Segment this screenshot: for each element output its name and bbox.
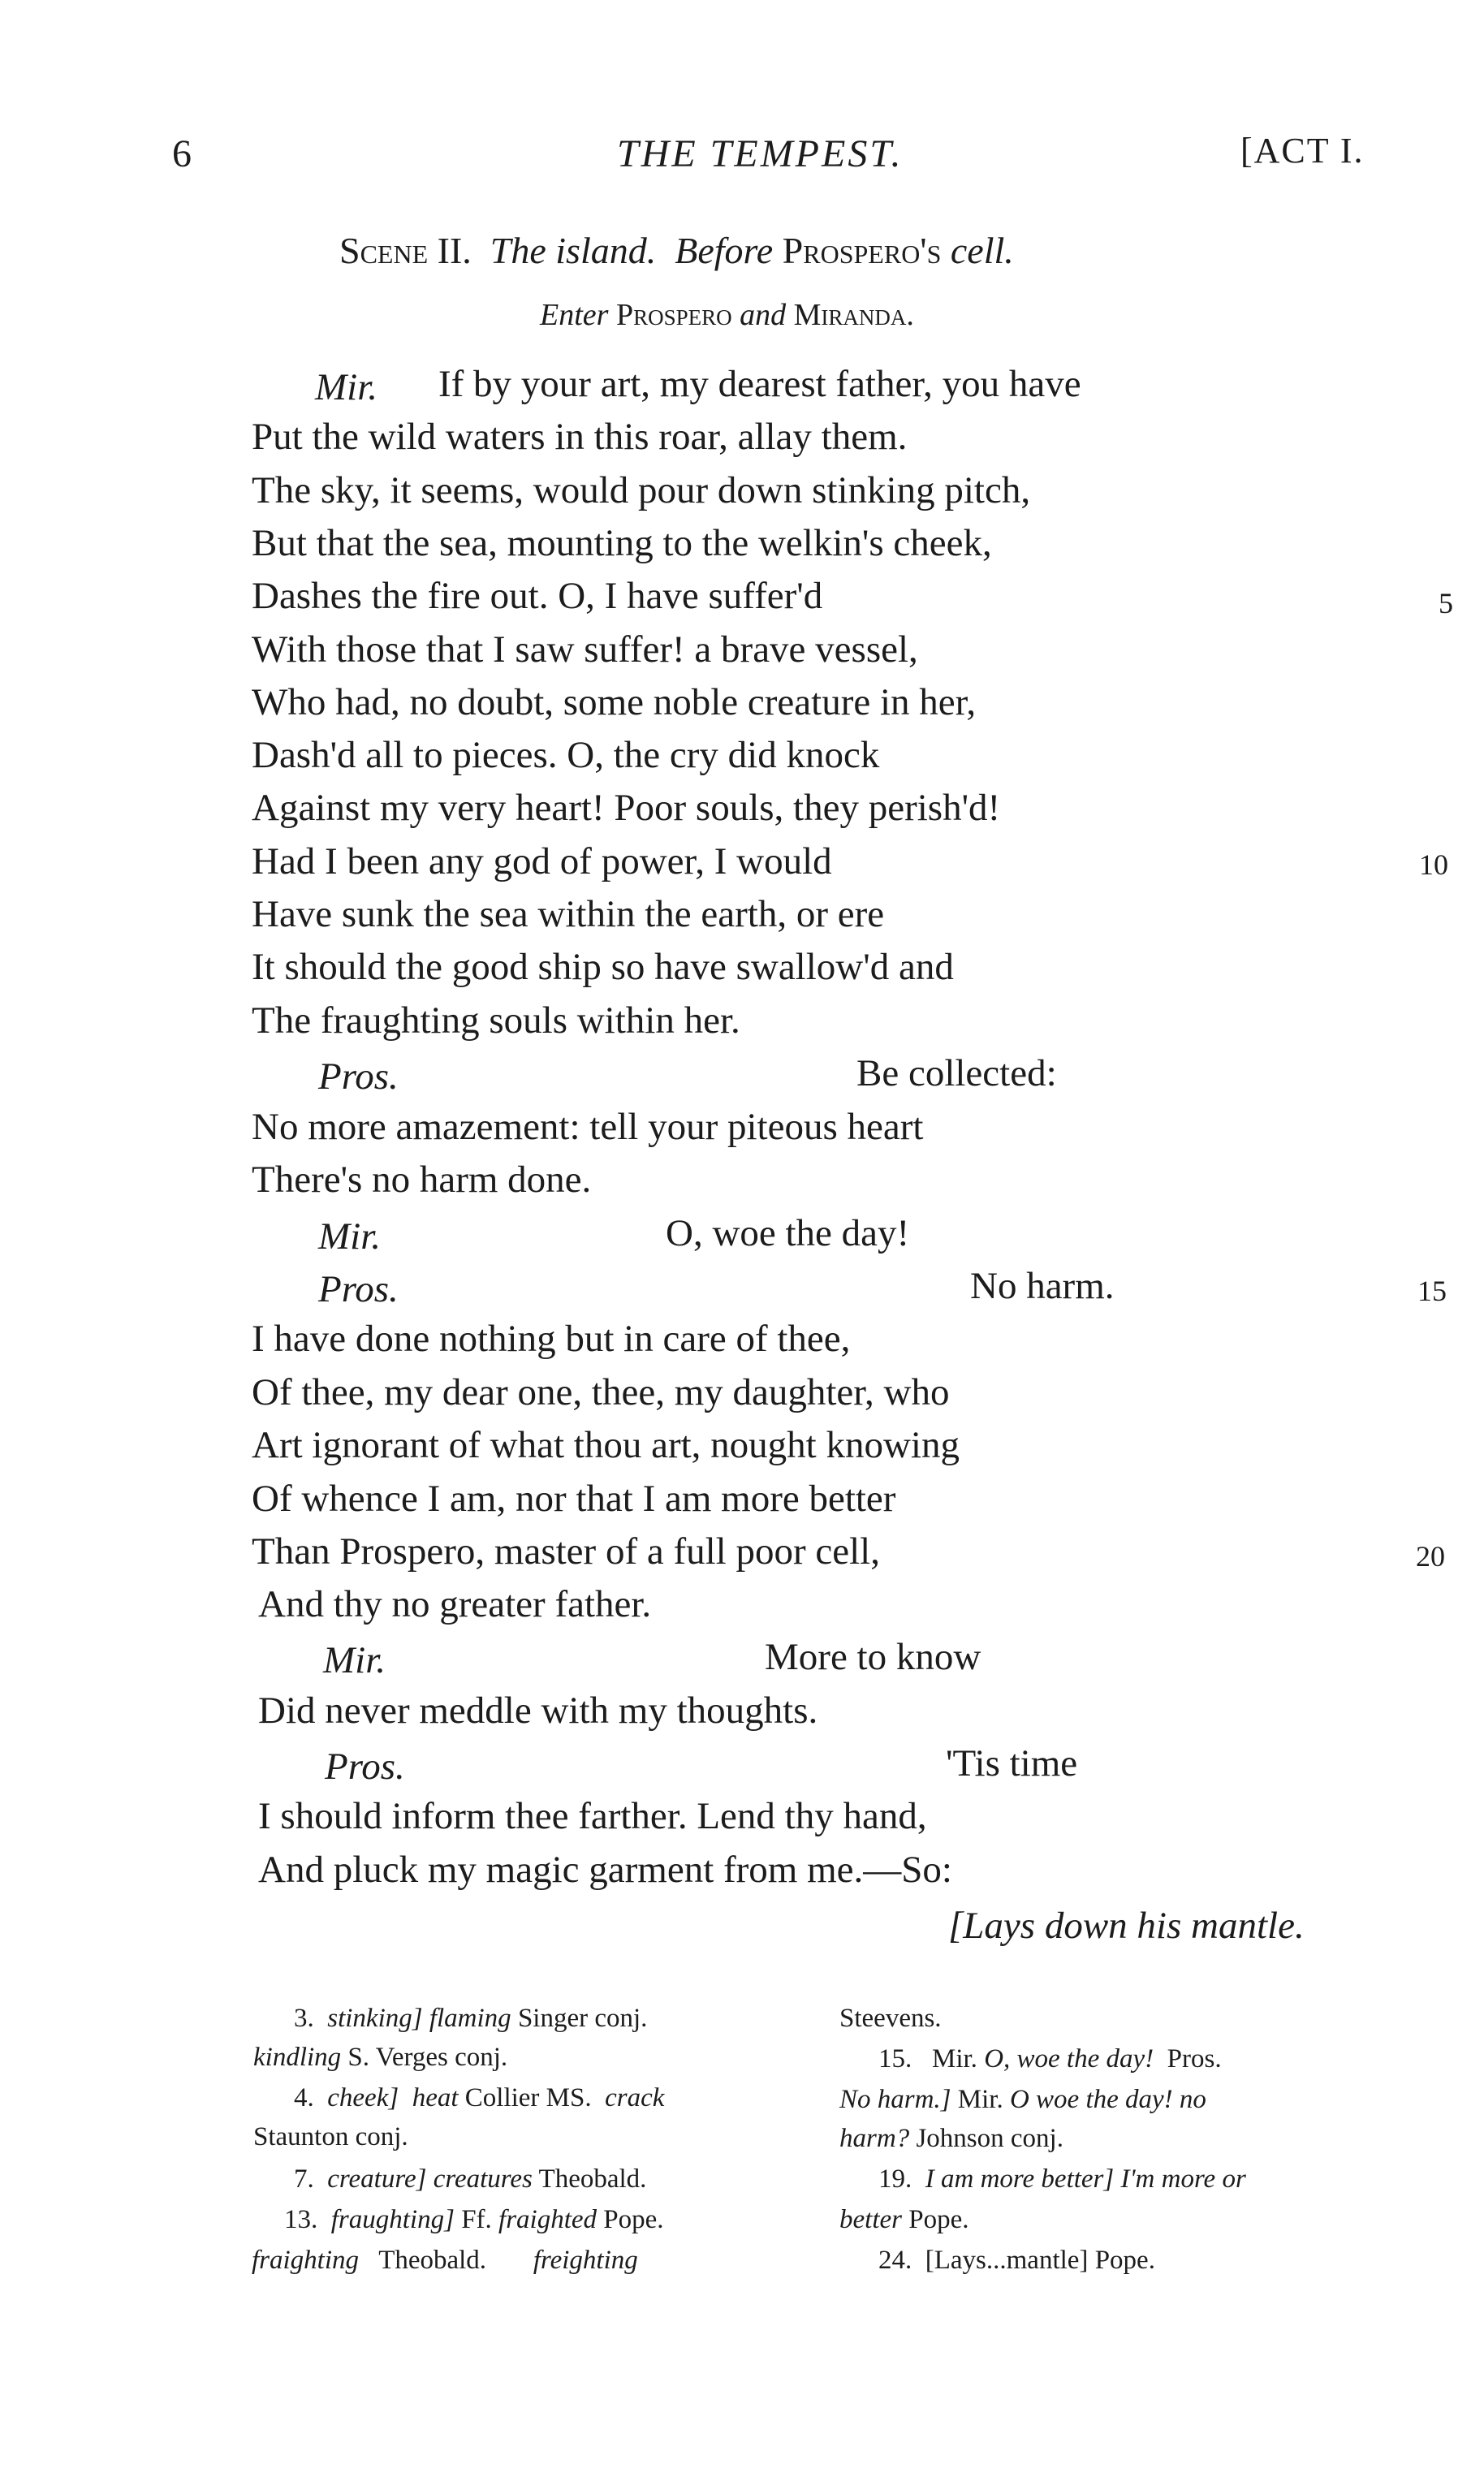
- verse-line: No more amazement: tell your piteous heart: [252, 1106, 924, 1148]
- speaker-miranda: Mir.: [318, 1215, 382, 1258]
- speaker-miranda: Mir.: [323, 1639, 386, 1681]
- entrance-and: and: [740, 298, 787, 332]
- verse-line: Than Prospero, master of a full poor cell,: [252, 1530, 880, 1573]
- scene-character: Prospero's: [782, 230, 942, 271]
- speaker-prospero: Pros.: [318, 1055, 399, 1098]
- scene-before: Before: [675, 230, 774, 271]
- verse-line: Dash'd all to pieces. O, the cry did knock: [252, 734, 880, 776]
- line-number: 20: [1416, 1540, 1445, 1573]
- footnote-continuation: Staunton conj.: [253, 2122, 408, 2151]
- verse-line: Have sunk the sea within the earth, or ere: [252, 893, 885, 935]
- footnote-continuation: No harm.] Mir. O woe the day! no: [839, 2085, 1206, 2114]
- verse-line: Who had, no doubt, some noble creature in her,: [252, 681, 977, 723]
- verse-line: The sky, it seems, would pour down stinking pitch,: [252, 469, 1031, 511]
- footnote-continuation: Steevens.: [839, 2004, 942, 2033]
- verse-line: Put the wild waters in this roar, allay them.: [252, 416, 908, 458]
- verse-line: The fraughting souls within her.: [252, 999, 740, 1042]
- verse-line: 'Tis time: [946, 1742, 1078, 1784]
- verse-line: It should the good ship so have swallow'd and: [252, 946, 954, 988]
- entrance-character-1: Prospero: [615, 298, 732, 332]
- verse-line: And thy no greater father.: [258, 1583, 652, 1625]
- verse-line: Did never meddle with my thoughts.: [258, 1689, 818, 1732]
- verse-line: I should inform thee farther. Lend thy hand,: [258, 1795, 927, 1837]
- verse-line: Had I been any god of power, I would: [252, 840, 832, 883]
- verse-line: Art ignorant of what thou art, nought knowing: [252, 1424, 960, 1466]
- verse-line: Be collected:: [856, 1052, 1057, 1094]
- speaker-prospero: Pros.: [318, 1268, 399, 1310]
- verse-line: I have done nothing but in care of thee,: [252, 1318, 851, 1360]
- footnote: 3. stinking] flaming Singer conj.: [294, 2004, 648, 2033]
- verse-line: O, woe the day!: [666, 1212, 910, 1254]
- verse-line: Against my very heart! Poor souls, they perish'd!: [252, 787, 1001, 829]
- footnote: 4. cheek] heat Collier MS. crack: [294, 2083, 665, 2112]
- stage-direction: [Lays down his mantle.: [948, 1905, 1305, 1947]
- speaker-miranda: Mir.: [315, 366, 378, 408]
- stage-entrance: [540, 297, 914, 333]
- footnote: 7. creature] creatures Theobald.: [294, 2164, 647, 2194]
- scene-cell: cell.: [950, 230, 1014, 271]
- verse-line: But that the sea, mounting to the welkin's cheek,: [252, 522, 992, 564]
- line-number: 10: [1419, 848, 1448, 881]
- verse-line: There's no harm done.: [252, 1159, 592, 1201]
- speaker-prospero: Pros.: [325, 1746, 405, 1788]
- verse-line: Of whence I am, nor that I am more better: [252, 1478, 896, 1520]
- footnote-continuation: kindling S. Verges conj.: [253, 2043, 508, 2072]
- line-number: 5: [1439, 587, 1453, 619]
- footnote: 24. [Lays...mantle] Pope.: [878, 2246, 1155, 2275]
- footnote-continuation: better Pope.: [839, 2205, 969, 2234]
- verse-line: Dashes the fire out. O, I have suffer'd: [252, 575, 823, 617]
- verse-line: If by your art, my dearest father, you have: [438, 363, 1081, 405]
- page-number: 6: [172, 132, 192, 175]
- entrance-enter: Enter: [540, 298, 609, 332]
- scene-heading: [339, 229, 1014, 272]
- entrance-character-2: Miranda.: [793, 298, 914, 332]
- verse-line: More to know: [765, 1636, 981, 1678]
- scene-number: Scene II.: [339, 230, 472, 271]
- scene-place: The island.: [490, 230, 657, 271]
- running-title: THE TEMPEST.: [617, 132, 904, 175]
- verse-line: Of thee, my dear one, thee, my daughter, who: [252, 1371, 950, 1413]
- footnote-continuation: fraighting Theobald. freighting: [252, 2246, 638, 2275]
- verse-line: With those that I saw suffer! a brave vessel,: [252, 628, 918, 671]
- line-number: 15: [1417, 1275, 1447, 1307]
- footnote: 13. fraughting] Ff. fraighted Pope.: [284, 2205, 664, 2234]
- footnote: 15. Mir. O, woe the day! Pros.: [878, 2044, 1222, 2074]
- act-label: [ACT I.: [1240, 131, 1365, 170]
- verse-line: No harm.: [970, 1265, 1115, 1307]
- verse-line: And pluck my magic garment from me.—So:: [258, 1849, 952, 1891]
- footnote: 19. I am more better] I'm more or: [878, 2164, 1246, 2194]
- footnote-continuation: harm? Johnson conj.: [839, 2124, 1063, 2153]
